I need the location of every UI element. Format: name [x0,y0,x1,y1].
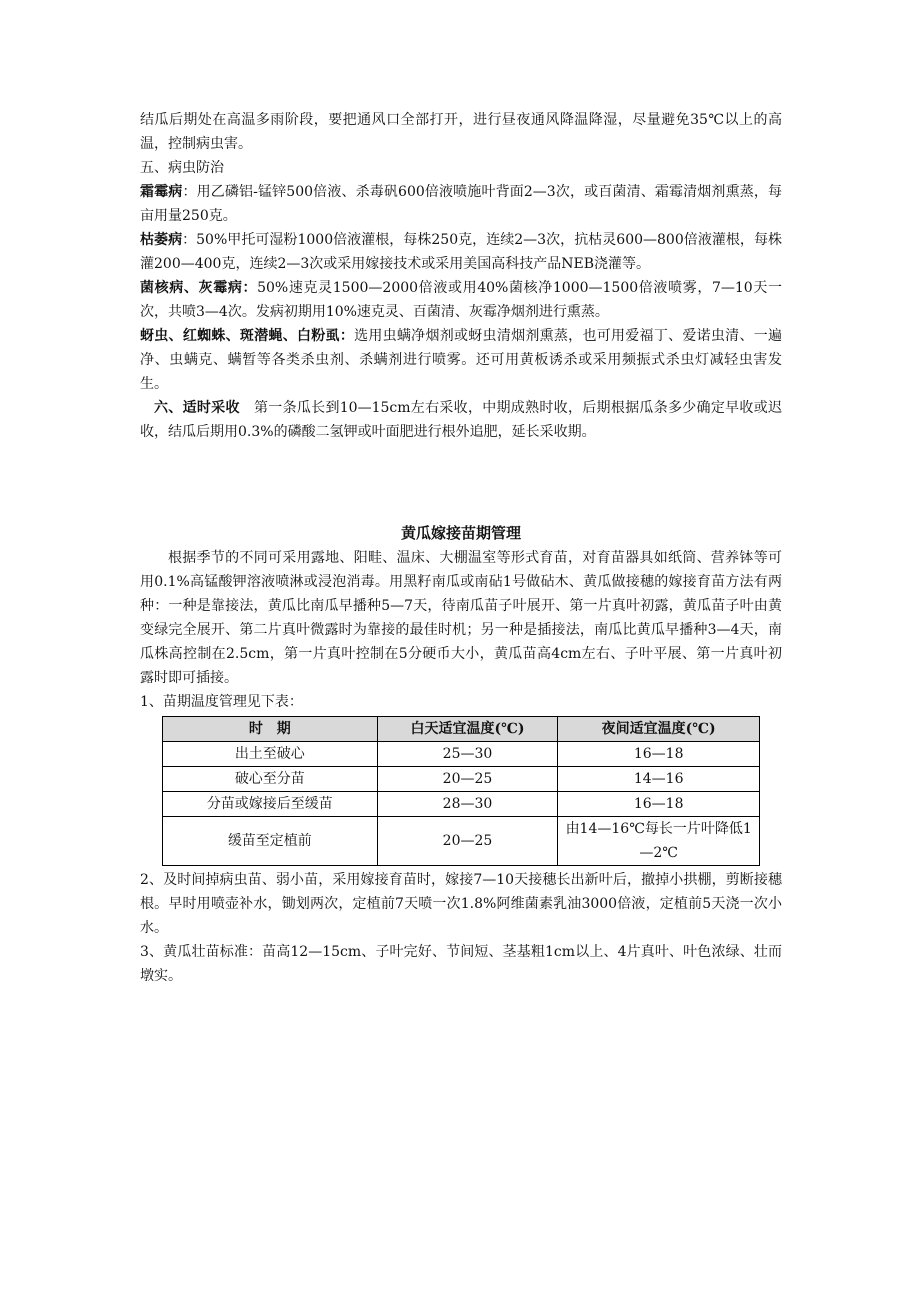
section-seedling-management [140,546,782,988]
heading-pest-control: 五、病虫防治 [140,160,224,176]
table-header-row [163,717,760,742]
item-1-heading: 1、苗期温度管理见下表： [140,694,303,710]
text-harvest: 第一条瓜长到10—15cm左右采收，中期成熟时收，后期根据瓜条多少确定早收或迟收，结瓜后期用0.3%的磷酸二氢钾或叶面肥进行根外追肥，延长采收期。 [140,400,782,440]
label-fusarium-wilt: 枯萎病 [140,232,183,248]
cell-night-temp: 由14—16℃每长一片叶降低1—2℃ [558,817,760,866]
table-row [163,767,760,792]
header-period: 时 期 [163,717,378,742]
text-downy-mildew: ：用乙磷铝-锰锌500倍液、杀毒矾600倍液喷施叶背面2—3次，或百菌清、霜霉清烟剂熏蒸，每亩用量250克。 [140,184,782,224]
paragraph-downy-mildew [140,180,782,228]
table-row [163,742,760,767]
cell-day-temp: 25—30 [377,742,558,767]
cell-night-temp: 14—16 [558,767,760,792]
page-title: 黄瓜嫁接苗期管理 [400,524,521,542]
table-row [163,792,760,817]
label-sclerotinia: 菌核病、灰霉病： [140,280,258,296]
cell-day-temp: 28—30 [377,792,558,817]
text-sclerotinia: 50%速克灵1500—2000倍液或用40%菌核净1000—1500倍液喷雾，7—10天一次，共喷3—4次。发病初期用10%速克灵、百菌清、灰霉净烟剂进行熏蒸。 [140,280,782,320]
paragraph-sclerotinia [140,276,782,324]
text-fusarium-wilt: ：50%甲托可湿粉1000倍液灌根，每株250克，连续2—3次，抗枯灵600—800倍液灌根，每株灌200—400克，连续2—3次或采用嫁接技术或采用美国高科技产品NEB浇灌等。 [140,232,782,272]
label-harvest: 六、适时采收 [154,400,240,416]
cell-day-temp: 20—25 [377,767,558,792]
item-2: 2、及时间掉病虫苗、弱小苗，采用嫁接育苗时，嫁接7—10天接穗长出新叶后，撤掉小拱棚，剪断接穗根。早时用喷壶补水，锄划两次，定植前7天喷一次1.8%阿维菌素乳油3000倍液，定植前5天浇一次小水。 [140,872,782,936]
header-night-temp: 夜间适宜温度(℃) [558,717,760,742]
label-downy-mildew: 霜霉病 [140,184,183,200]
cell-period: 分苗或嫁接后至缓苗 [163,792,378,817]
cell-night-temp: 16—18 [558,742,760,767]
paragraph-intro: 根据季节的不同可采用露地、阳畦、温床、大棚温室等形式育苗，对育苗器具如纸筒、营养钵等可用0.1%高锰酸钾溶液喷淋或浸泡消毒。用黑籽南瓜或南砧1号做砧木、黄瓜做接穗的嫁接育苗方法有两种：一种是靠接法，黄瓜比南瓜早播种5—7天，待南瓜苗子叶展开、第一片真叶初露，黄瓜苗子叶由黄变绿完全展开、第二片真叶微露时为靠接的最佳时机；另一种是插接法，南瓜比黄瓜早播种3—4天，南瓜株高控制在2.5cm，第一片真叶控制在5分硬币大小，黄瓜苗高4cm左右、子叶平展、第一片真叶初露时即可插接。 [140,550,782,686]
cell-day-temp: 20—25 [377,817,558,866]
cell-period: 缓苗至定植前 [163,817,378,866]
temperature-table [162,716,760,866]
cell-period: 出土至破心 [163,742,378,767]
table-row [163,817,760,866]
header-day-temp: 白天适宜温度(℃) [377,717,558,742]
paragraph-pests [140,324,782,396]
item-3: 3、黄瓜壮苗标准：苗高12—15cm、子叶完好、节间短、茎基粗1cm以上、4片真叶、叶色浓绿、壮而墩实。 [140,944,782,984]
paragraph-harvest [140,396,782,444]
paragraph-fusarium-wilt [140,228,782,276]
label-pests: 蚜虫、红蜘蛛、斑潜蝇、白粉虱： [140,328,355,344]
paragraph-late-fruiting: 结瓜后期处在高温多雨阶段，要把通风口全部打开，进行昼夜通风降温降湿，尽量避免35℃以上的高温，控制病虫害。 [140,112,782,152]
cell-night-temp: 16—18 [558,792,760,817]
text-pests: 选用虫螨净烟剂或蚜虫清烟剂熏蒸，也可用爱福丁、爱诺虫清、一遍净、虫螨克、螨暂等各类杀虫剂、杀螨剂进行喷雾。还可用黄板诱杀或采用频振式杀虫灯减轻虫害发生。 [140,328,783,392]
cell-period: 破心至分苗 [163,767,378,792]
section-cultivation [140,108,782,444]
